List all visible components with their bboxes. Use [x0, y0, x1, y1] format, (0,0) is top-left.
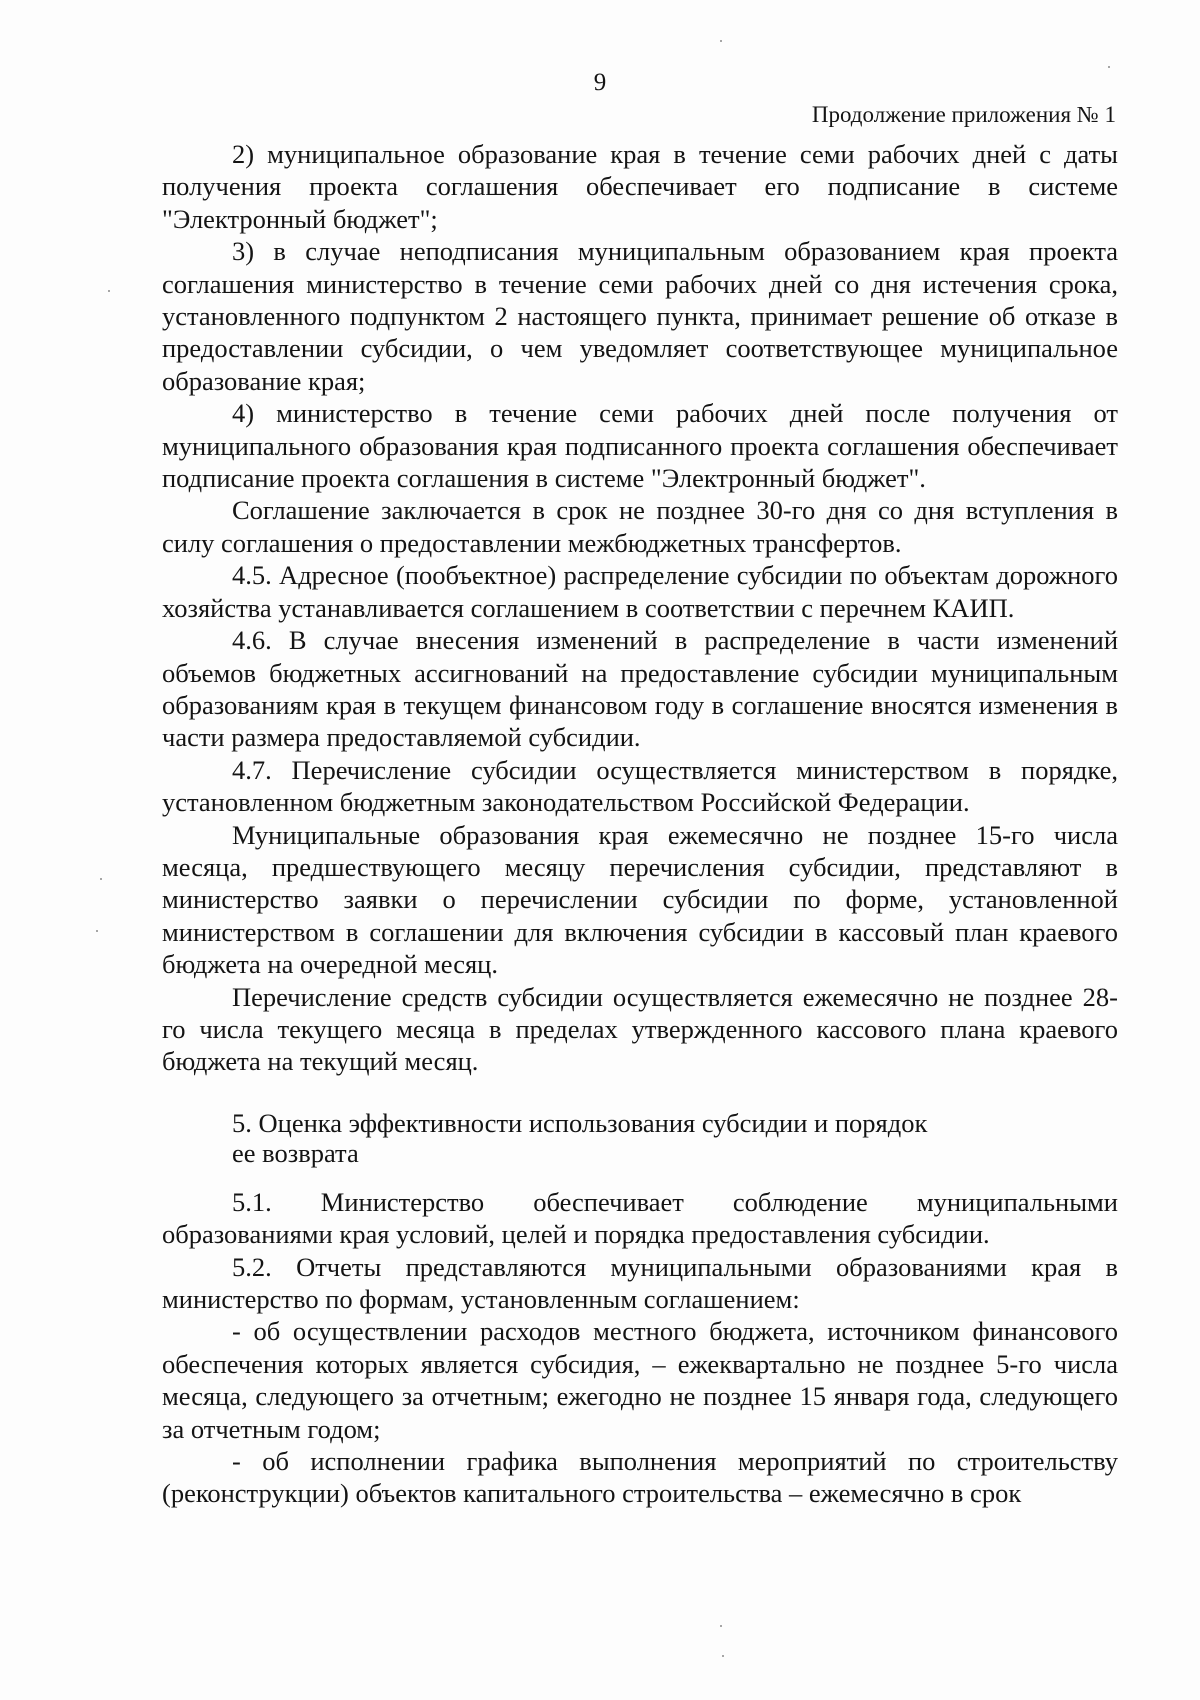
list-item-schedule-report: - об исполнении графика выполнения мероприятий по строительству (реконструкции) объектов капитального строительства – ежемесячно в срок [162, 1446, 1118, 1509]
paragraph-subitem-4: 4) министерство в течение семи рабочих дней после получения от муниципального образования края подписанного проекта соглашения обеспечивает подписание проекта соглашения в системе "Электронный бюджет". [162, 398, 1118, 494]
scan-speck [720, 40, 722, 42]
scan-speck [100, 878, 102, 880]
paragraph-5-1: 5.1. Министерство обеспечивает соблюдение муниципальными образованиями края условий, целей и порядка предоставления субсидии. [162, 1186, 1118, 1250]
paragraph-subitem-2: 2) муниципальное образование края в течение семи рабочих дней с даты получения проекта соглашения обеспечивает его подписание в системе "Электронный бюджет"; [162, 139, 1118, 234]
paragraph-transfer-schedule: Перечисление средств субсидии осуществляется ежемесячно не позднее 28-го числа текущего месяца в пределах утвержденного кассового плана краевого бюджета на текущий месяц. [162, 981, 1118, 1077]
paragraph-5-2: 5.2. Отчеты представляются муниципальными образованиями края в министерство по формам, установленным соглашением: [162, 1251, 1118, 1314]
list-item-expenses-report: - об осуществлении расходов местного бюджета, источником финансового обеспечения которых является субсидия, – ежеквартально не позднее 5-го числа месяца, следующего за отчетным; ежегодно не позднее 15 января года, следующего за отчетным годом; [162, 1316, 1118, 1444]
document-body [162, 138, 1118, 1510]
paragraph-agreement-deadline: Соглашение заключается в срок не позднее 30-го дня со дня вступления в силу соглашения о предоставлении межбюджетных трансфертов. [162, 495, 1118, 558]
page-number: 9 [593, 69, 607, 96]
paragraph-subitem-3: 3) в случае неподписания муниципальным образованием края проекта соглашения министерство в течение семи рабочих дней со дня истечения срока, установленного подпунктом 2 настоящего пункта, принимает решение об отказе в предоставлении субсидии, о чем уведомляет соответствующее муниципальное образование края; [162, 236, 1118, 396]
paragraph-monthly-requests: Муниципальные образования края ежемесячно не позднее 15-го числа месяца, предшествующего месяцу перечисления субсидии, представляют в министерство заявки о перечислении субсидии по форме, установленной министерством в соглашении для включения субсидии в кассовый план краевого бюджета на очередной месяц. [162, 819, 1118, 980]
section-5-heading: 5. Оценка эффективности использования субсидии и порядок ее возврата [232, 1107, 928, 1168]
appendix-note: Продолжение приложения № 1 [811, 102, 1116, 127]
paragraph-4-5: 4.5. Адресное (пообъектное) распределение субсидии по объектам дорожного хозяйства устанавливается соглашением в соответствии с перечнем КАИП. [162, 560, 1118, 623]
scan-speck [1108, 66, 1110, 68]
scan-speck [720, 1625, 722, 1627]
scan-speck [108, 290, 110, 292]
scan-speck [722, 1655, 724, 1657]
paragraph-4-6: 4.6. В случае внесения изменений в распределение в части изменений объемов бюджетных ассигнований на предоставление субсидии муниципальным образованиям края в текущем финансовом году в соглашение вносятся изменения в части размера предоставляемой субсидии. [162, 625, 1118, 753]
scan-speck [96, 930, 98, 932]
paragraph-4-7: 4.7. Перечисление субсидии осуществляется министерством в порядке, установленном бюджетным законодательством Российской Федерации. [162, 754, 1118, 818]
